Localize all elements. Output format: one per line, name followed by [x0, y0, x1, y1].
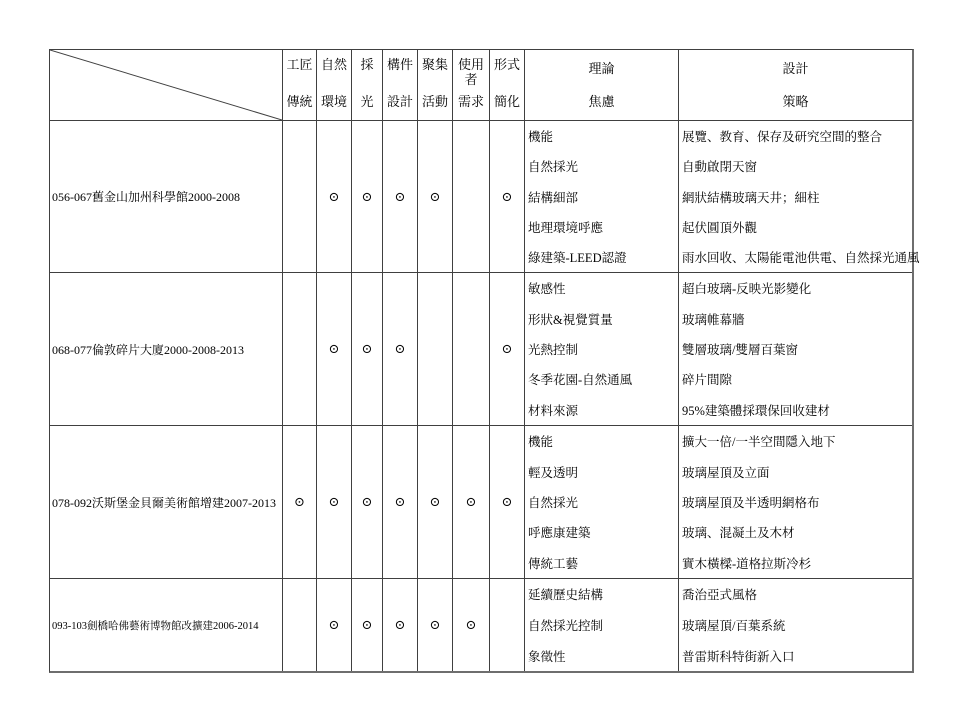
header-label: 設計: [386, 94, 413, 110]
theory-item: 形狀&視覺質量: [528, 312, 613, 327]
header-project-cell: [50, 50, 283, 121]
theory-item: 自然採光: [528, 160, 579, 175]
design-item: 實木橫樑-道格拉斯冷杉: [682, 556, 812, 571]
header-design-strategy: [679, 50, 912, 121]
header-label: 形式: [493, 57, 520, 72]
theory-item: 呼應康建築: [528, 526, 591, 541]
theory-item: 機能: [528, 130, 554, 145]
diagonal-divider-line: [50, 50, 282, 120]
mark-cell: ⊙: [383, 121, 418, 273]
mark-cell: [453, 273, 490, 426]
header-label: 採: [360, 57, 374, 72]
project-name: [50, 426, 283, 579]
theory-item: 自然採光控制: [528, 619, 604, 633]
design-item: 玻璃屋頂/百葉系統: [682, 619, 786, 633]
header-theory-focus: [525, 50, 679, 121]
mark-cell: ⊙: [352, 426, 383, 579]
mark-cell: ⊙: [317, 121, 352, 273]
header-label: 自然: [320, 57, 347, 72]
mark-cell: ⊙: [383, 426, 418, 579]
theory-item: 自然採光: [528, 496, 579, 511]
mark-cell: ⊙: [352, 273, 383, 426]
header-label: 需求: [457, 94, 484, 110]
comparison-table: [49, 49, 920, 673]
header-label: 使用者: [457, 57, 484, 87]
header-criterion-daylighting: [352, 50, 383, 121]
theory-focus-cell: [525, 426, 679, 579]
design-strategy-cell: [679, 426, 912, 579]
theory-item: 結構細部: [528, 190, 579, 205]
header-criterion-gathering-activity: [418, 50, 453, 121]
header-label: 聚集: [421, 57, 448, 72]
mark-cell: [418, 273, 453, 426]
theory-focus-cell: [525, 121, 679, 273]
theory-focus-cell: [525, 273, 679, 426]
theory-item: 延續歷史結構: [528, 588, 604, 603]
design-item: 擴大一倍/一半空間隱入地下: [682, 435, 836, 450]
header-label: 工匠: [286, 57, 313, 72]
design-item: 自動啟閉天窗: [682, 160, 758, 175]
mark-cell: ⊙: [418, 121, 453, 273]
mark-cell: ⊙: [317, 273, 352, 426]
project-label: 068-077倫敦碎片大廈2000-2008-2013: [52, 342, 244, 357]
mark-cell: ⊙: [490, 273, 525, 426]
mark-cell: [283, 121, 317, 273]
design-item: 普雷斯科特街新入口: [682, 649, 795, 664]
header-criterion-natural-environment: [317, 50, 352, 121]
project-label: 093-103劍橋哈佛藝術博物館改擴建2006-2014: [52, 620, 259, 632]
theory-item: 輕及透明: [528, 465, 579, 480]
theory-focus-cell: [525, 579, 679, 671]
header-criterion-component-design: [383, 50, 418, 121]
mark-cell: ⊙: [283, 426, 317, 579]
design-strategy-cell: [679, 121, 920, 273]
design-item: 玻璃屋頂及半透明網格布: [682, 496, 820, 511]
mark-cell: ⊙: [317, 426, 352, 579]
design-item: 95%建築體採環保回收建材: [682, 403, 830, 418]
mark-cell: [283, 579, 317, 671]
header-label: 光: [360, 94, 374, 110]
header-label: 構件: [386, 57, 413, 72]
header-label: 設計: [782, 61, 809, 76]
mark-cell: ⊙: [453, 426, 490, 579]
theory-item: 機能: [528, 435, 554, 450]
project-label: 056-067舊金山加州科學館2000-2008: [52, 190, 240, 204]
theory-item: 光熱控制: [528, 343, 579, 358]
design-item: 雙層玻璃/雙層百葉窗: [682, 343, 798, 358]
header-label: 焦慮: [588, 94, 615, 109]
header-label: 傳統: [286, 94, 313, 110]
design-item: 玻璃屋頂及立面: [682, 465, 770, 480]
mark-cell: ⊙: [352, 121, 383, 273]
theory-item: 材料來源: [528, 403, 579, 418]
mark-cell: ⊙: [490, 426, 525, 579]
theory-item: 敏感性: [528, 282, 566, 297]
theory-item: 地理環境呼應: [528, 220, 604, 235]
design-item: 碎片間隙: [682, 373, 733, 388]
header-criterion-form-simplification: [490, 50, 525, 121]
design-item: 起伏圓頂外觀: [682, 220, 758, 235]
design-item: 玻璃、混凝土及木材: [682, 526, 795, 541]
theory-item: 象徵性: [528, 649, 566, 664]
project-name: [50, 273, 283, 426]
header-label: 活動: [421, 94, 448, 110]
design-item: 超白玻璃-反映光影變化: [682, 282, 812, 297]
project-name: [50, 121, 283, 273]
design-item: 喬治亞式風格: [682, 588, 758, 603]
mark-cell: ⊙: [418, 426, 453, 579]
project-label: 078-092沃斯堡金貝爾美術館增建2007-2013: [52, 495, 276, 510]
theory-item: 冬季花園-自然通風: [528, 373, 633, 388]
mark-cell: ⊙: [490, 121, 525, 273]
header-criterion-user-needs: [453, 50, 490, 121]
mark-cell: ⊙: [418, 579, 453, 671]
design-strategy-cell: [679, 579, 912, 671]
mark-cell: ⊙: [317, 579, 352, 671]
design-item: 網狀結構玻璃天井；細柱: [682, 190, 820, 205]
header-criterion-craft-tradition: [283, 50, 317, 121]
mark-cell: ⊙: [352, 579, 383, 671]
mark-cell: ⊙: [383, 273, 418, 426]
design-strategy-cell: [679, 273, 912, 426]
header-label: 策略: [782, 94, 809, 109]
theory-item: 綠建築-LEED認證: [528, 250, 627, 265]
header-label: 理論: [588, 61, 615, 76]
mark-cell: [490, 579, 525, 671]
design-item: 展覽、教育、保存及研究空間的整合: [682, 130, 883, 145]
header-label: 環境: [320, 94, 347, 110]
header-label: 簡化: [493, 94, 520, 110]
mark-cell: [453, 121, 490, 273]
design-item: 玻璃帷幕牆: [682, 312, 745, 327]
mark-cell: ⊙: [453, 579, 490, 671]
theory-item: 傳統工藝: [528, 556, 579, 571]
mark-cell: [283, 273, 317, 426]
design-item: 雨水回收、太陽能電池供電、自然採光通風: [682, 250, 920, 265]
project-name: [50, 579, 283, 671]
mark-cell: ⊙: [383, 579, 418, 671]
